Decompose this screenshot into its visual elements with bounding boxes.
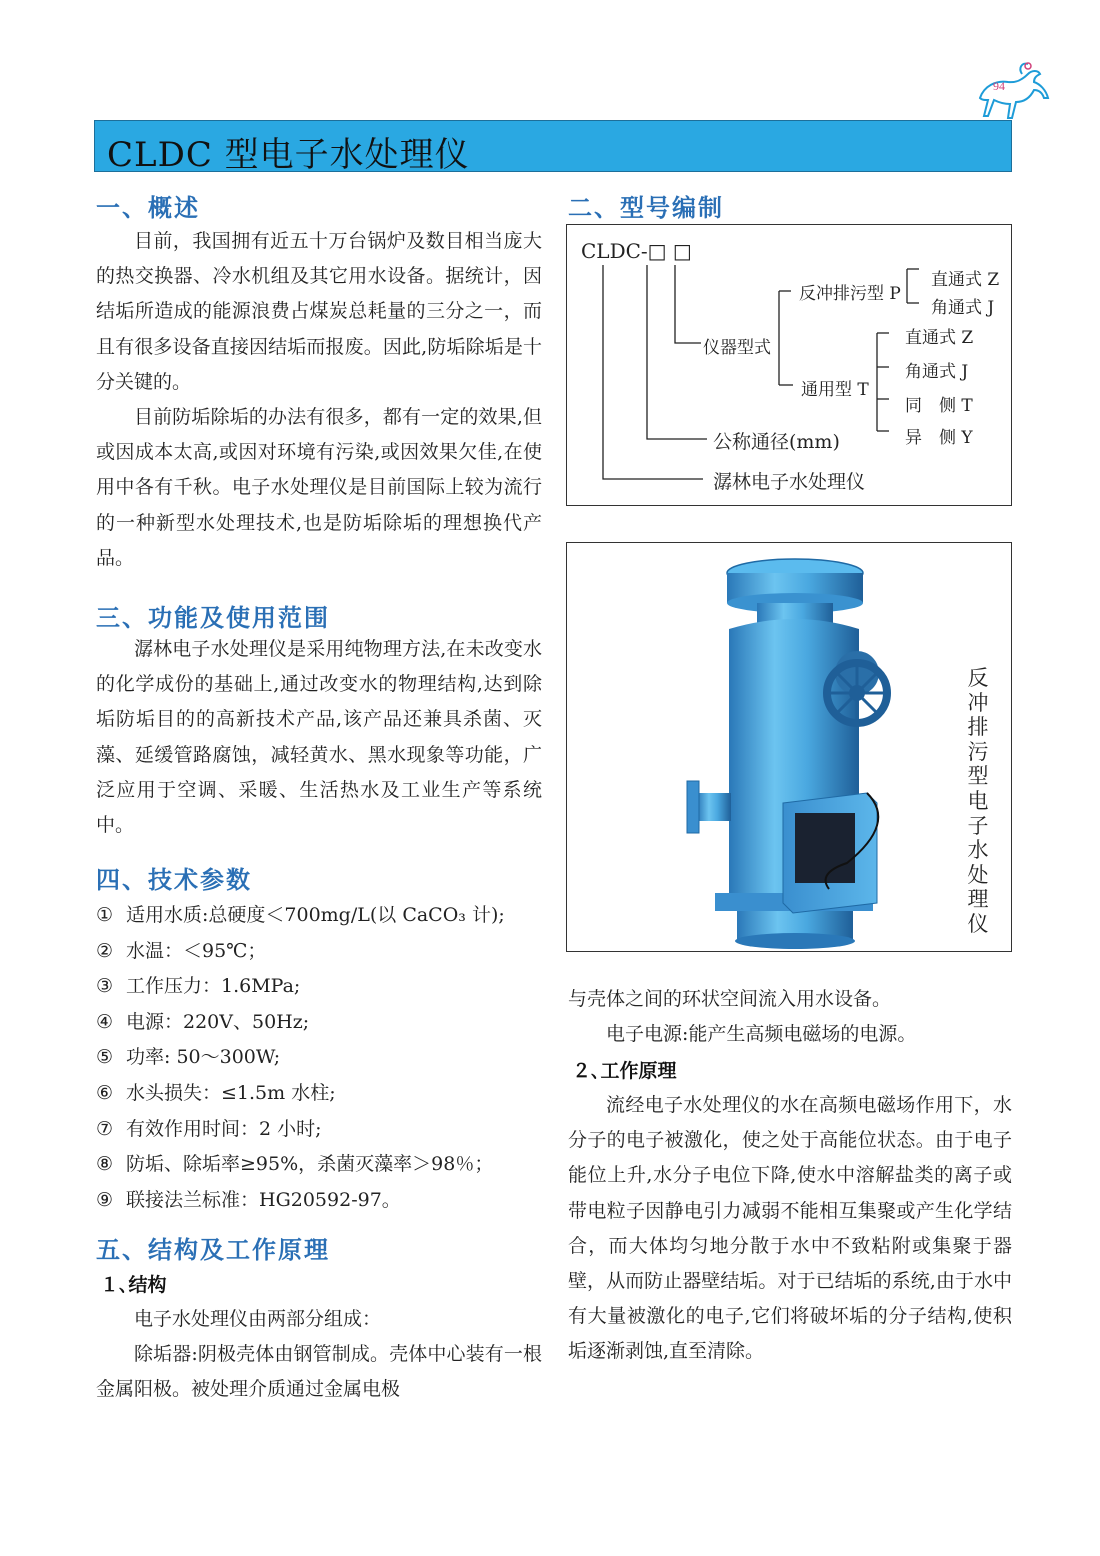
parameter-item: ④ 电源：220V、50Hz;: [96, 1010, 310, 1033]
section-heading-overview: 一、概述: [96, 194, 200, 222]
overview-paragraph-1: 目前，我国拥有近五十万台锅炉及数目相当庞大的热交换器、冷水机组及其它用水设备。据统计，因结垢所造成的能源浪费占煤炭总耗量的三分之一，而且有很多设备直接因结垢而报废。因此,防垢除垢是十分关键的。: [96, 230, 542, 393]
label-backflush-type: 反冲排污型 P: [799, 284, 901, 304]
label-general-type: 通用型 T: [801, 380, 869, 400]
parameter-item: ① 适用水质:总硬度＜700mg/L(以 CaCO₃ 计);: [96, 904, 505, 926]
structure-paragraph-2-continued: 与壳体之间的环状空间流入用水设备。: [568, 988, 892, 1010]
label-nominal-diameter: 公称通径(mm): [713, 431, 840, 453]
page-number: 94: [993, 79, 1005, 93]
parameter-item: ⑦ 有效作用时间：2 小时;: [96, 1117, 322, 1140]
water-processor-illustration: [567, 543, 1013, 953]
label-angle-j-1: 角通式 J: [931, 298, 995, 318]
label-opposite-side: 异 侧 Y: [905, 428, 973, 448]
label-straight-z-2: 直通式 Z: [905, 328, 974, 348]
principle-text: [568, 1088, 1012, 1370]
principle-paragraph: 流经电子水处理仪的水在高频电磁场作用下，水分子的电子被激化，使之处于高能位状态。由于电子能位上升,水分子电位下降,使水中溶解盐类的离子或带电粒子因静电引力减弱不能相互集聚或产生化学结合，而大体均匀地分散于水中不致粘附或集聚于器壁，从而防止器壁结垢。对于已结垢的系统,由于水中有大量被激化的电子,它们将破坏垢的分子结构,使积垢逐渐剥蚀,直至清除。: [568, 1094, 1012, 1363]
structure-text-continued: [568, 982, 1012, 1052]
parameter-item: ③ 工作压力：1.6MPa;: [96, 975, 301, 998]
structure-paragraph-1: 电子水处理仪由两部分组成：: [134, 1308, 382, 1330]
label-angle-j-2: 角通式 J: [905, 362, 969, 382]
function-paragraph: 潺林电子水处理仪是采用纯物理方法,在未改变水的化学成份的基础上,通过改变水的物理结构,达到除垢防垢目的的高新技术产品,该产品还兼具杀菌、灭藻、延缓管路腐蚀，减轻黄水、黑水现象等功能，广泛应用于空调、采暖、生活热水及工业生产等系统中。: [96, 638, 542, 837]
parameter-item: ⑨ 联接法兰标准：HG20592-97。: [96, 1188, 401, 1211]
section-heading-model: 二、型号编制: [568, 194, 724, 222]
parameter-item: ⑤ 功率: 50～300W;: [96, 1046, 281, 1069]
parameter-item: ② 水温：＜95℃；: [96, 939, 267, 962]
subheading-principle: ２､工作原理: [572, 1060, 677, 1082]
function-text: [96, 632, 542, 843]
label-instrument-type: 仪器型式: [703, 338, 771, 358]
parameter-item: ⑧ 防垢、除垢率≥95%，杀菌灭藻率＞98％；: [96, 1153, 494, 1176]
title-bar: [94, 120, 1012, 175]
model-code: CLDC-□ □: [581, 239, 692, 263]
product-photo: [566, 542, 1012, 952]
section-heading-params: 四、技术参数: [96, 866, 252, 894]
model-diagram: [566, 224, 1012, 506]
label-straight-z-1: 直通式 Z: [931, 270, 1000, 290]
photo-caption-vertical: 反冲排污型电子水处理仪: [967, 666, 989, 936]
parameter-item: ⑥ 水头损失：≤1.5m 水柱;: [96, 1081, 336, 1104]
structure-text: [96, 1302, 542, 1408]
section-heading-function: 三、功能及使用范围: [96, 604, 330, 632]
overview-text: [96, 224, 542, 576]
parameter-list: [96, 898, 546, 1218]
label-product-name: 潺林电子水处理仪: [713, 471, 866, 493]
page-title: CLDC 型电子水处理仪: [107, 135, 470, 175]
subheading-structure: １､结构: [100, 1274, 167, 1296]
structure-paragraph-3: 电子电源:能产生高频电磁场的电源。: [606, 1023, 917, 1046]
overview-paragraph-2: 目前防垢除垢的办法有很多，都有一定的效果,但或因成本太高,或因对环境有污染,或因效果欠佳,在使用中各有千秋。电子水处理仪是目前国际上较为流行的一种新型水处理技术,也是防垢除垢的理想换代产品。: [96, 406, 542, 569]
label-same-side: 同 侧 T: [905, 396, 973, 416]
structure-paragraph-2: 除垢器:阴极壳体由钢管制成。壳体中心装有一根金属阳极。被处理介质通过金属电极: [96, 1343, 542, 1401]
section-heading-structure: 五、结构及工作原理: [96, 1236, 330, 1264]
